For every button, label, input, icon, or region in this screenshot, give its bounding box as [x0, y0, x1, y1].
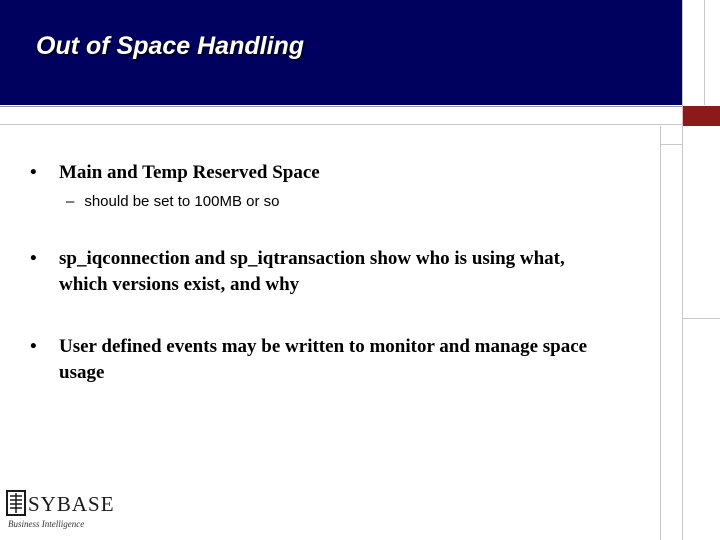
- bullet-item: [30, 160, 630, 186]
- sub-bullet-item: [66, 193, 279, 210]
- bullet-marker: •: [30, 248, 37, 269]
- logo-wordmark: SYBASE: [28, 492, 115, 516]
- title-bar: [0, 0, 683, 105]
- bullet-text: sp_iqconnection and sp_iqtransaction show who is using what, which versions exist, and why: [59, 248, 565, 295]
- slide-title: Out of Space Handling: [36, 32, 305, 60]
- title-divider: [0, 106, 683, 107]
- grid-line-vertical: [660, 126, 661, 540]
- content-divider: [0, 124, 683, 125]
- sub-bullet-marker: –: [66, 193, 75, 210]
- sybase-globe-icon: [6, 490, 26, 516]
- corner-panel: [683, 0, 720, 105]
- grid-line-vertical: [704, 0, 705, 105]
- grid-line-horizontal: [660, 144, 683, 145]
- bullet-item: [30, 334, 600, 386]
- bullet-item: [30, 246, 610, 298]
- bullet-text: Main and Temp Reserved Space: [59, 162, 320, 183]
- grid-line-vertical: [682, 0, 683, 540]
- sybase-logo: [6, 488, 116, 533]
- accent-block: [683, 106, 720, 126]
- grid-line-horizontal: [683, 318, 720, 319]
- logo-tagline: Business Intelligence: [8, 519, 85, 529]
- sub-bullet-text: should be set to 100MB or so: [84, 193, 280, 210]
- bullet-marker: •: [30, 162, 37, 183]
- bullet-text: User defined events may be written to monitor and manage space usage: [59, 336, 588, 383]
- bullet-marker: •: [30, 336, 37, 357]
